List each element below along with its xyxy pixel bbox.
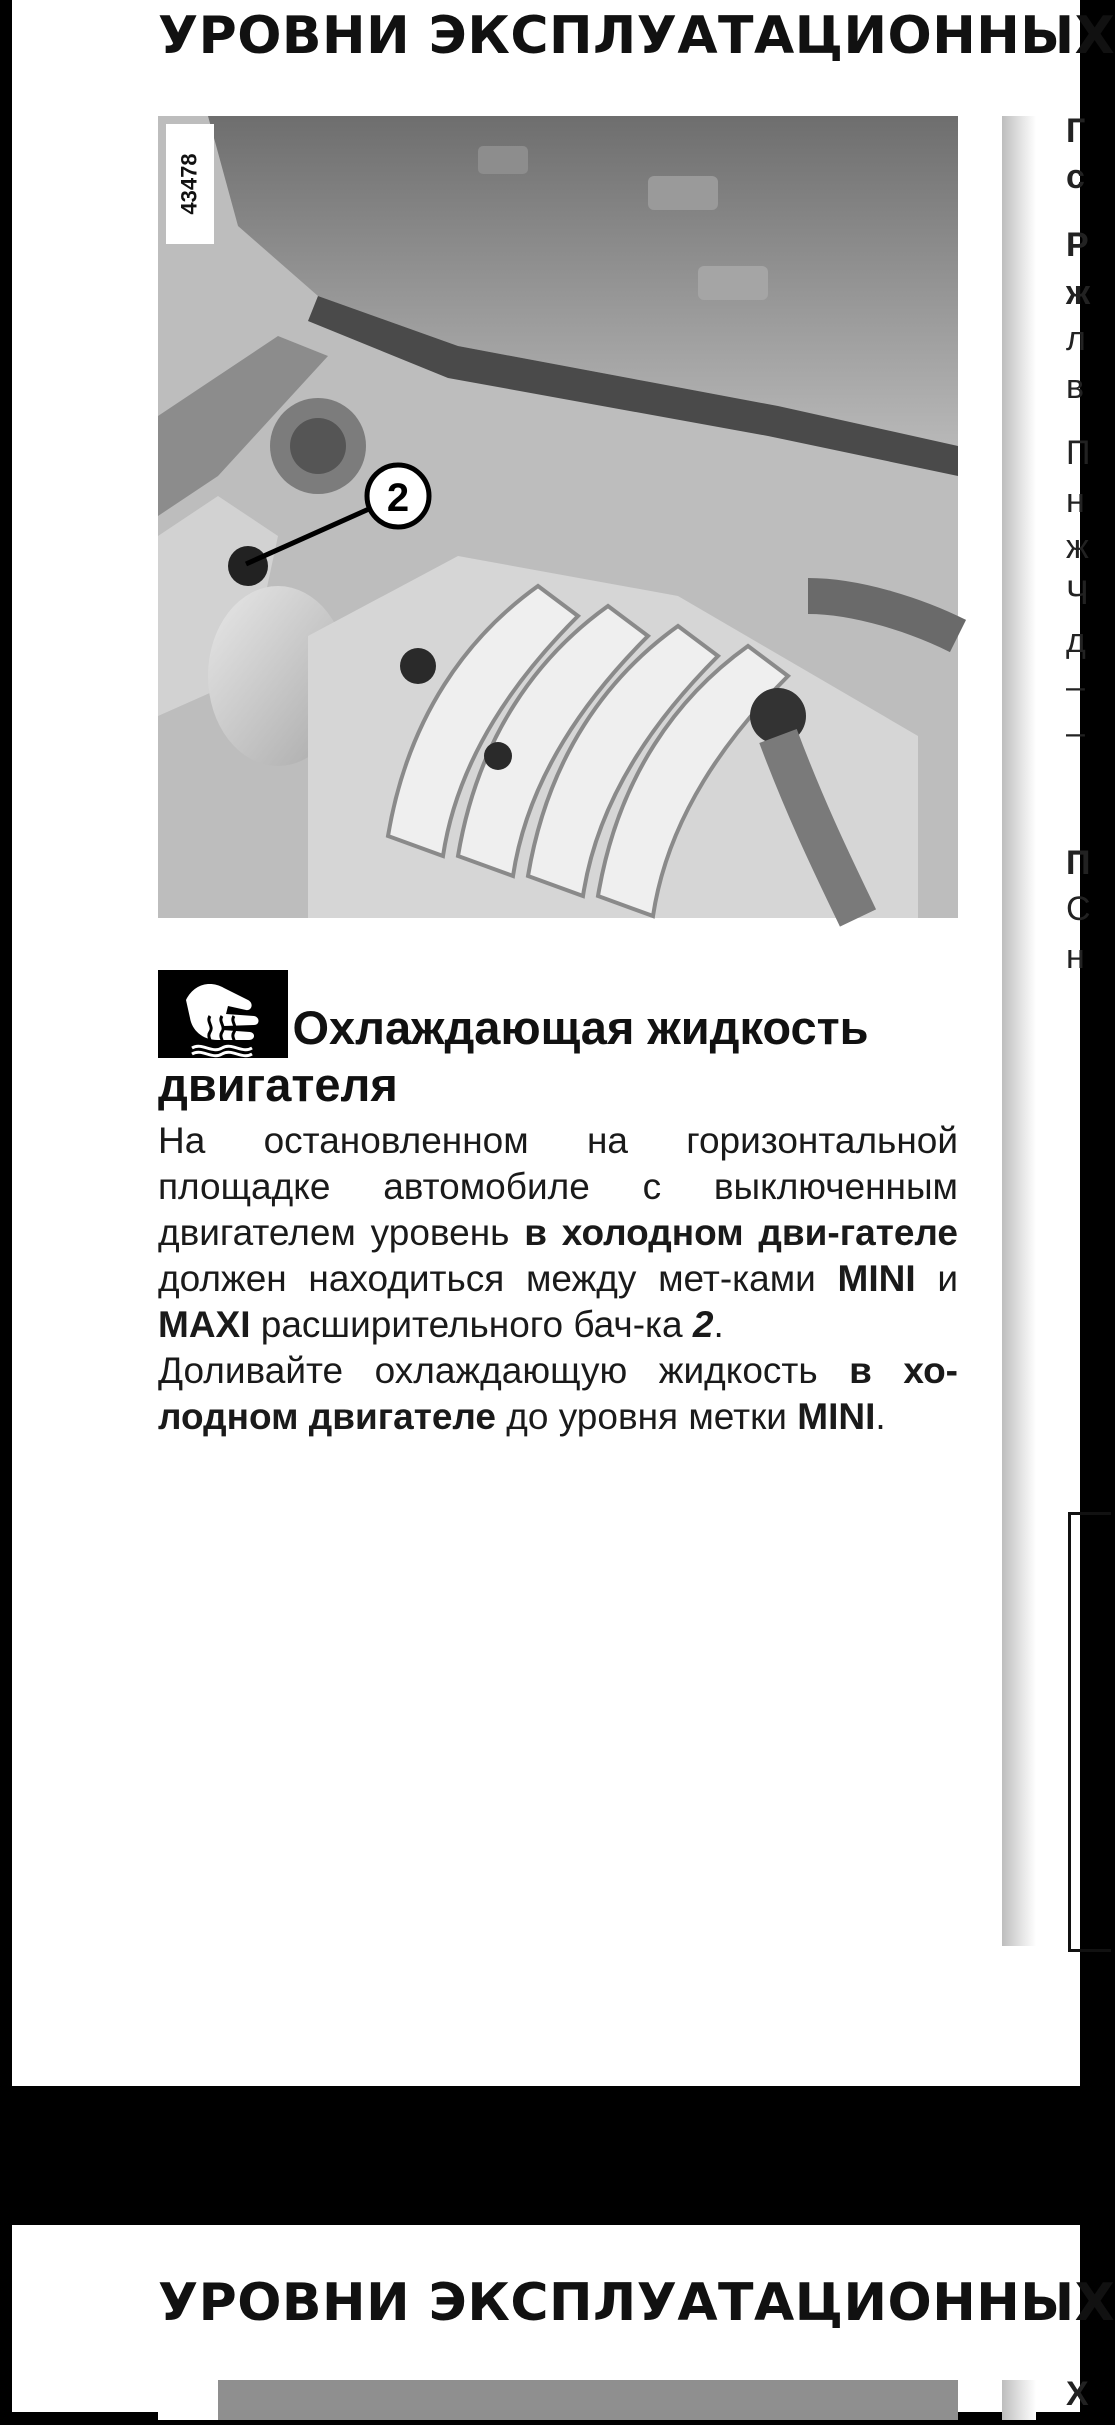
right-column-text: н — [1066, 938, 1085, 976]
warning-box-edge — [1068, 1512, 1111, 1952]
right-column-text: ж — [1066, 274, 1091, 312]
coolant-instructions — [158, 1118, 958, 1440]
right-column-text: Ч — [1066, 574, 1089, 612]
page-title: УРОВНИ ЭКСПЛУАТАЦИОННЫХ — [158, 6, 1115, 66]
page-title: УРОВНИ ЭКСПЛУАТАЦИОННЫХ — [158, 2273, 1115, 2333]
instruction-paragraph-2: Доливайте охлаждающую жидкость в хо-лодном двигателе до уровня метки MINI. — [158, 1350, 958, 1437]
right-column-text: л — [1066, 320, 1086, 358]
section-heading: Охлаждающая жидкость двигателя — [158, 1001, 869, 1111]
right-column-text: н — [1066, 482, 1085, 520]
section-heading-block — [158, 970, 978, 1112]
engine-bay-photo — [158, 2380, 958, 2420]
right-column-text: П — [1066, 434, 1091, 472]
right-column-text: С — [1066, 890, 1091, 928]
right-column-text: Р — [1066, 226, 1089, 264]
photo-id-label: 43478 — [166, 124, 214, 244]
right-column-text: Г — [1066, 112, 1086, 150]
engine-illustration — [158, 116, 958, 918]
right-column-text: – — [1066, 668, 1085, 706]
right-column-text: ж — [1066, 528, 1089, 566]
column-shade — [1002, 116, 1036, 1946]
right-column-text: д — [1066, 622, 1086, 660]
engine-bay-photo — [158, 116, 958, 918]
right-column-text: с — [1066, 158, 1085, 196]
right-column-text: в — [1066, 368, 1085, 406]
right-column-text: Х — [1066, 2375, 1089, 2413]
callout-number: 2 — [386, 476, 410, 520]
right-column-text: П — [1066, 844, 1091, 882]
manual-page-2 — [12, 2225, 1115, 2413]
manual-page-1 — [12, 0, 1115, 2086]
instruction-paragraph-1: На остановленном на горизонтальной площадке автомобиле с выключенным двигателем уровень в холодном дви-гателе должен находиться между мет-ками MINI и MAXI расширительного бач-ка 2. — [158, 1120, 958, 1345]
column-shade — [1002, 2380, 1036, 2420]
coolant-temperature-icon — [158, 970, 288, 1058]
right-column-text: – — [1066, 714, 1085, 752]
